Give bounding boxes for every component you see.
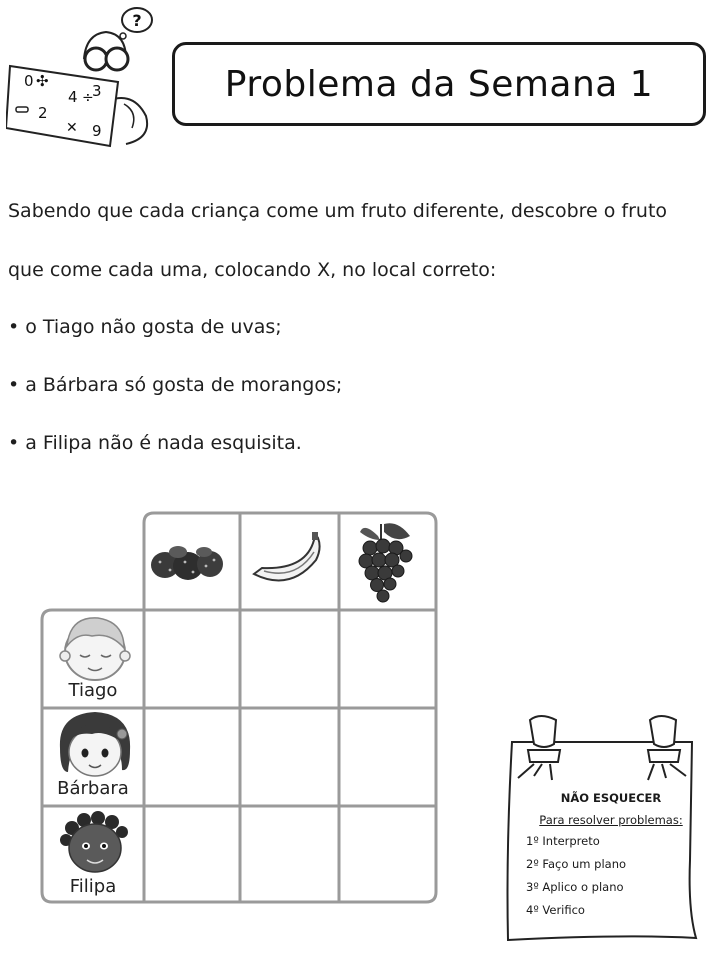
card-digit-3: 3 [92,82,102,100]
clue-3 [8,432,302,454]
intro-line-1: Sabendo que cada criança come um fruto diferente, descobre o fruto [8,200,668,222]
bullet-icon: • [8,432,20,454]
clue-1 [8,316,282,338]
cell-filipa-grapes[interactable] [341,808,434,900]
svg-text:✕: ✕ [66,120,78,136]
mascot-math-card [6,4,156,154]
note-step-1: 1º Interpreto [526,834,600,848]
child-label-barbara: Bárbara [57,778,129,799]
card-digit-4: 4 [68,88,78,106]
barbara-avatar [60,712,130,776]
bullet-icon: • [8,374,20,396]
clue-2 [8,374,342,396]
card-digit-2: 2 [38,104,48,122]
card-digit-0: 0 [24,72,34,90]
note-step-4: 4º Verifico [526,903,585,917]
card-digit-9: 9 [92,122,102,140]
cell-barbara-grapes[interactable] [341,710,434,804]
clue-text: a Filipa não é nada esquisita. [25,432,302,454]
note-step-2: 2º Faço um plano [526,857,627,871]
bullet-icon: • [8,316,20,338]
cell-barbara-strawberry[interactable] [146,710,238,804]
child-label-tiago: Tiago [68,680,118,701]
grapes-icon [359,523,412,602]
bubble-question-mark: ? [132,11,142,30]
cell-tiago-grapes[interactable] [341,612,434,706]
note-subtitle: Para resolver problemas: [539,813,683,827]
title-box [172,42,706,126]
note-title: NÃO ESQUECER [560,791,662,805]
cell-tiago-banana[interactable] [242,612,337,706]
tiago-avatar [60,618,130,680]
cell-barbara-banana[interactable] [242,710,337,804]
reminder-note [504,710,700,942]
clue-text: a Bárbara só gosta de morangos; [25,374,343,396]
cell-filipa-banana[interactable] [242,808,337,900]
intro-line-2: que come cada uma, colocando X, no local correto: [8,259,497,281]
child-label-filipa: Filipa [69,876,117,897]
svg-text:✣: ✣ [36,72,49,90]
page-title: Problema da Semana 1 [224,63,654,105]
svg-text:÷: ÷ [82,90,94,106]
cell-tiago-strawberry[interactable] [146,612,238,706]
banana-icon [254,532,320,580]
strawberry-icon [151,546,223,580]
cell-filipa-strawberry[interactable] [146,808,238,900]
clue-text: o Tiago não gosta de uvas; [25,316,282,338]
filipa-avatar [60,811,128,872]
note-step-3: 3º Aplico o plano [526,880,624,894]
number-card-icon [6,66,118,146]
